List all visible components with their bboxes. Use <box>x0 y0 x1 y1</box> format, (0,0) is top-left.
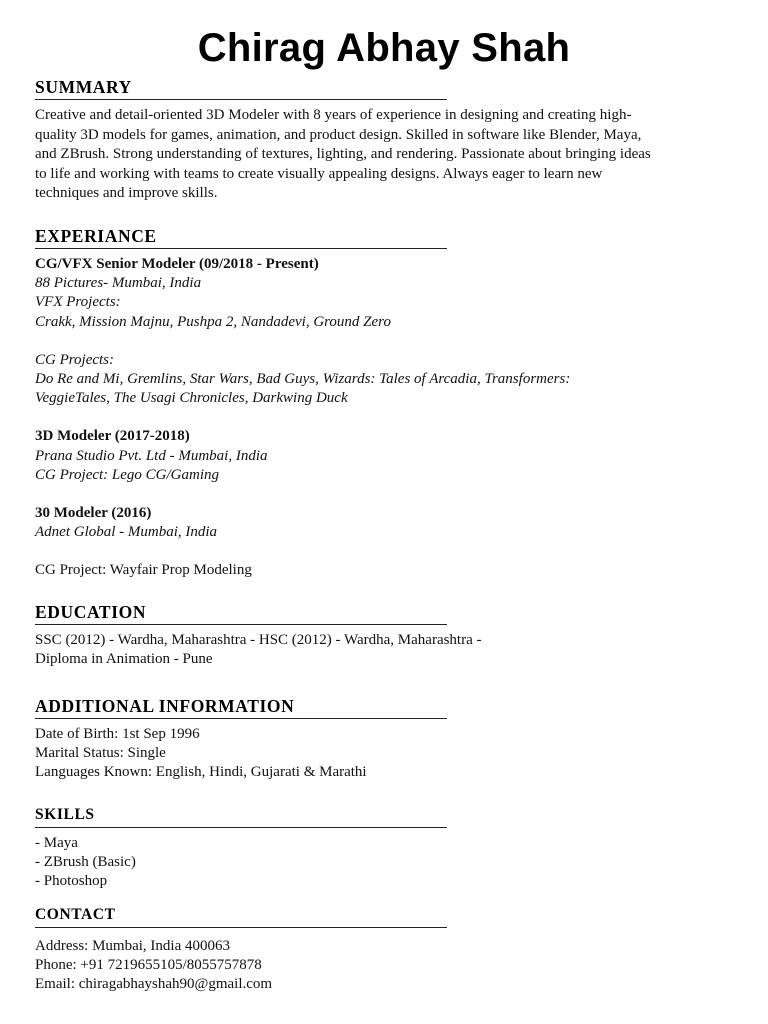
vfx-projects-list: Crakk, Mission Majnu, Pushpa 2, Nandadevi, Ground Zero <box>35 313 391 330</box>
job-company: Adnet Global - Mumbai, India <box>35 524 218 541</box>
job-project: CG Project: Lego CG/Gaming <box>35 466 220 483</box>
job-entry <box>35 504 735 581</box>
summary-rule <box>35 99 447 100</box>
experience-section <box>35 225 735 581</box>
job-company: 88 Pictures- Mumbai, India <box>35 275 202 292</box>
skills-rule <box>35 827 447 828</box>
skill-item: - Photoshop <box>35 873 108 890</box>
contact-heading: CONTACT <box>35 906 116 923</box>
job-entry <box>35 255 735 408</box>
languages-known: Languages Known: English, Hindi, Gujarati & Marathi <box>35 764 367 781</box>
skill-item: - ZBrush (Basic) <box>35 854 136 871</box>
vfx-projects-label: VFX Projects: <box>35 294 121 311</box>
job-title: 30 Modeler (2016) <box>35 505 152 522</box>
job-project: CG Project: Wayfair Prop Modeling <box>35 562 252 579</box>
education-line: SSC (2012) - Wardha, Maharashtra - HSC (2012) - Wardha, Maharashtra - <box>35 632 482 648</box>
date-of-birth: Date of Birth: 1st Sep 1996 <box>35 726 200 742</box>
education-heading: EDUCATION <box>35 602 147 622</box>
contact-address: Address: Mumbai, India 400063 <box>35 938 230 954</box>
contact-section <box>35 904 735 995</box>
skills-heading: SKILLS <box>35 806 95 823</box>
contact-email[interactable]: Email: chiragabhayshah90@gmail.com <box>35 976 273 993</box>
education-line: Diploma in Animation - Pune <box>35 651 213 668</box>
skills-section <box>35 804 735 892</box>
education-rule <box>35 624 447 625</box>
job-entry <box>35 427 735 485</box>
experience-heading: EXPERIANCE <box>35 226 157 246</box>
job-title: CG/VFX Senior Modeler (09/2018 - Present) <box>35 256 319 272</box>
cg-projects-label: CG Projects: <box>35 351 115 368</box>
additional-info-rule <box>35 718 447 719</box>
cg-projects-list: Do Re and Mi, Gremlins, Star Wars, Bad Guys, Wizards: Tales of Arcadia, Transformers: <box>35 371 571 388</box>
job-title: 3D Modeler (2017-2018) <box>35 428 190 445</box>
job-company: Prana Studio Pvt. Ltd - Mumbai, India <box>35 447 268 464</box>
marital-status: Marital Status: Single <box>35 745 166 762</box>
summary-text: Creative and detail-oriented 3D Modeler with 8 years of experience in designing and creating high-quality 3D models for games, animation, and product design. Skilled in software like Blender, Maya, and ZBrush. Strong understanding of textures, lighting, and rendering. Passionate about bringing ideas to life and working with teams to create visually appealing designs. Always eager to learn new techniques and improve skills. <box>35 107 651 202</box>
skill-item: - Maya <box>35 835 78 851</box>
education-section <box>35 601 735 669</box>
experience-rule <box>35 248 447 249</box>
contact-rule <box>35 927 447 928</box>
contact-phone: Phone: +91 7219655105/8055757878 <box>35 957 262 974</box>
candidate-name: Chirag Abhay Shah <box>197 26 571 70</box>
additional-info-heading: ADDITIONAL INFORMATION <box>35 696 295 716</box>
additional-info-section <box>35 695 735 783</box>
summary-section <box>35 76 735 204</box>
cg-projects-list: VeggieTales, The Usagi Chronicles, Darkwing Duck <box>35 390 348 407</box>
summary-heading: SUMMARY <box>35 77 132 97</box>
